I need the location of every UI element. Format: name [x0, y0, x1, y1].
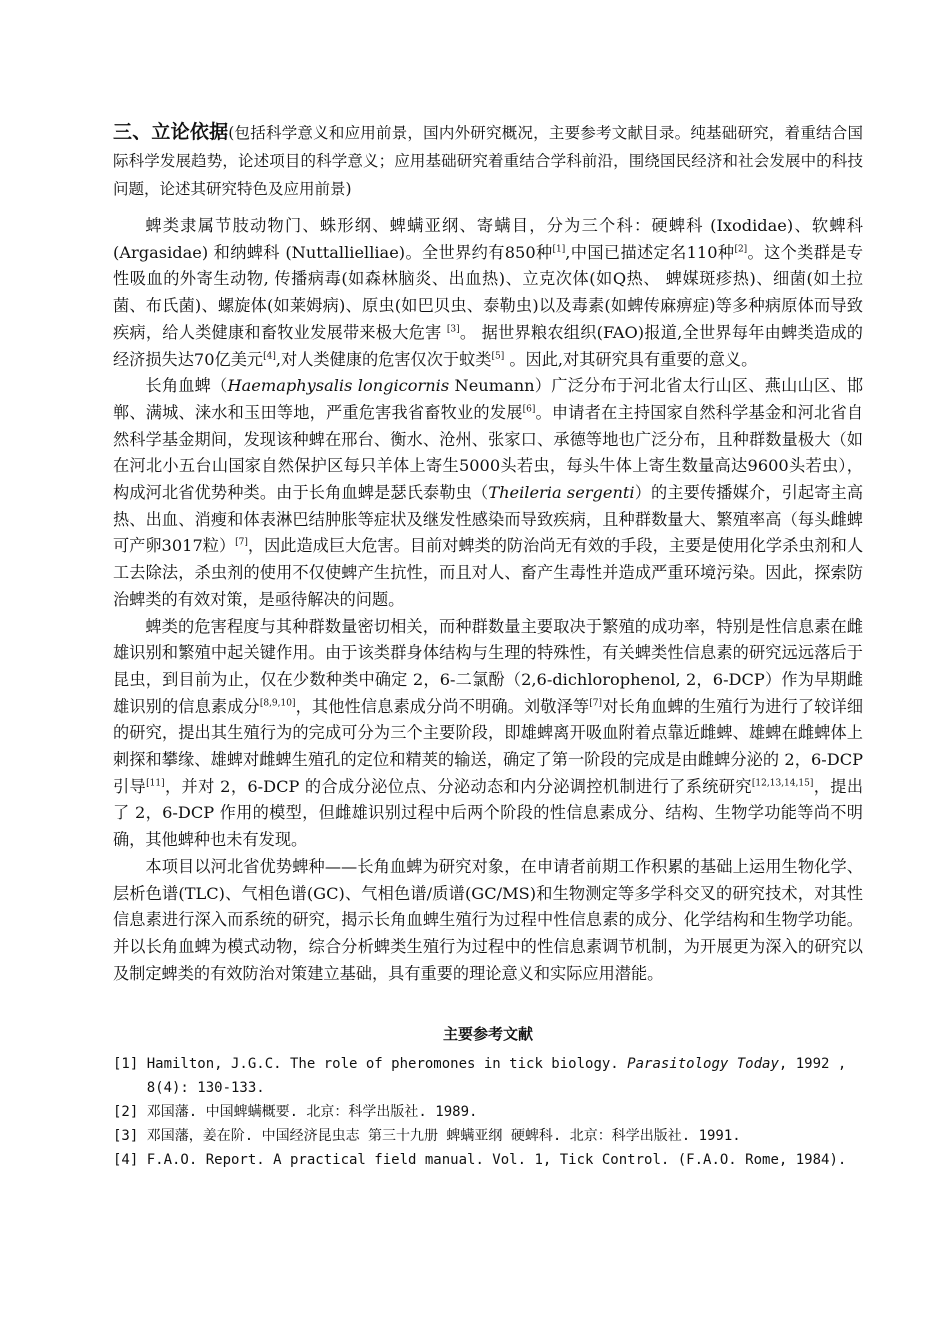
text-run: 。这个类群是专性吸血的外寄生动物, 传播病毒(如森林脑炎、出血热)、立克次体(如Q热、 蜱媒斑疹热)、细菌(如土拉菌、布氏菌)、螺旋体(如莱姆病)、原虫(如巴贝虫、泰勒虫)以及毒素(如蜱传麻痹症)等多种病原体而导致疾病，给人类健康和畜牧业发展带来极大危害 [113, 242, 864, 342]
text-run: 。申请者在主持国家自然科学基金和河北省自然科学基金期间，发现该种蜱在邢台、衡水、沧州、张家口、承德等地也广泛分布，且种群数量极大（如在河北小五台山国家自然保护区每只羊体上寄生5000头若虫，每头牛体上寄生数量高达9600头若虫），构成河北省优势种类。由于长角血蜱是瑟氏泰勒虫（ [113, 402, 864, 503]
text-run: 对长角血蜱的生殖行为进行了较详细的研究，提出其生殖行为的完成可分为三个主要阶段，即雄蜱离开吸血附着点靠近雌蜱、雄蜱在雌蜱体上刺探和攀缘、雄蜱对雌蜱生殖孔的定位和精荚的输送，确定了第一阶段的完成是由雌蜱分泌的 2，6-DCP引导 [113, 696, 864, 796]
reference-text: F.A.O. Report. A practical field manual. Vol. 1, Tick Control. (F.A.O. Rome, 1984). [146, 1152, 847, 1169]
text-run: Hamilton, J.G.C. The role of pheromones in tick biology. [146, 1056, 628, 1073]
citation: [7] [235, 538, 248, 549]
paragraph-1 [113, 213, 863, 373]
section-heading [113, 118, 863, 203]
text-run: ,中国已描述定名110种 [565, 242, 735, 262]
text-run: ，并对 2，6-DCP 的合成分泌位点、分泌动态和内分泌调控机制进行了系统研究 [164, 776, 752, 796]
reference-list [113, 1052, 863, 1172]
reference-item [113, 1100, 863, 1124]
paragraph-2 [113, 373, 863, 613]
citation: [8,9,10] [259, 698, 296, 709]
citation: [11] [146, 778, 165, 789]
text-run: ，因此造成巨大危害。目前对蜱类的防治尚无有效的手段，主要是使用化学杀虫剂和人工去除法，杀虫剂的使用不仅使蜱产生抗性，而且对人、畜产生毒性并造成严重环境污染。因此，探索防治蜱类的有效对策，是亟待解决的问题。 [113, 536, 864, 609]
species-name: Haemaphysalis longicornis [227, 376, 450, 396]
reference-text [147, 1052, 863, 1100]
citation: [7] [589, 698, 602, 709]
text-run: 。 据世界粮农组织(FAO)报道,全世界每年由蜱类造成的经济损失达70亿美元 [113, 322, 863, 369]
document-page [113, 118, 863, 1172]
citation: [3] [446, 324, 460, 335]
references-title: 主要参考文献 [442, 1025, 533, 1044]
text-run: ，提出了 2，6-DCP 作用的模型，但雌雄识别过程中后两个阶段的性信息素成分、结构、生物学功能等尚不明确，其他蜱种也未有发现。 [113, 776, 864, 850]
reference-item [113, 1124, 863, 1148]
text-run: Neumann）广泛分布于河北省太行山区、燕山山区、邯郸、满城、涞水和玉田等地，严重危害我省畜牧业的发展 [113, 376, 864, 422]
citation: [4] [263, 351, 276, 362]
citation: [6] [522, 404, 536, 415]
reference-number: [2] [113, 1104, 147, 1121]
text-run: 。因此,对其研究具有重要的意义。 [504, 349, 758, 369]
text-run: 本项目以河北省优势蜱种——长角血蜱为研究对象，在申请者前期工作积累的基础上运用生物化学、层析色谱(TLC)、气相色谱(GC)、气相色谱/质谱(GC/MS)和生物测定等多学科交叉的研究技术，对其性信息素进行深入而系统的研究，揭示长角血蜱生殖行为过程中性信息素的成分、化学结构和生物学功能。并以长角血蜱为模式动物，综合分析蜱类生殖行为过程中的性信息素调节机制，为开展更为深入的研究以及制定蜱类的有效防治对策建立基础，具有重要的理论意义和实际应用潜能。 [113, 856, 863, 983]
text-run: ,对人类健康的危害仅次于蚊类 [275, 349, 492, 369]
text-run: 蜱类隶属节肢动物门、蛛形纲、蜱螨亚纲、寄螨目，分为三个科：硬蜱科 (Ixodidae)、软蜱科 (Argasidae) 和纳蜱科 (Nuttallielliae)。全世界约有850种 [113, 216, 863, 262]
text-run: ，其他性信息素成分尚不明确。刘敬泽等 [295, 696, 590, 716]
text-run: , 1992 , 8(4): 130-133. [146, 1056, 847, 1097]
section-instructions: (包括科学意义和应用前景，国内外研究概况，主要参考文献目录。纯基础研究，着重结合国际科学发展趋势，论述项目的科学意义；应用基础研究着重结合学科前沿，围绕国民经济和社会发展中的科技问题，论述其研究特色及应用前景) [113, 124, 863, 198]
journal-name: Parasitology Today [627, 1056, 779, 1073]
citation: [2] [734, 244, 748, 255]
text-run: 蜱类的危害程度与其种群数量密切相关，而种群数量主要取决于繁殖的成功率，特别是性信息素在雌雄识别和繁殖中起关键作用。由于该类群身体结构与生理的特殊性，有关蜱类性信息素的研究远远落后于昆虫，到目前为止，仅在少数种类中确定 2，6-二氯酚（2,6-dichlorophenol, 2，6-DCP）作为早期雌雄识别的信息素成分 [113, 616, 863, 716]
citation: [5] [491, 351, 505, 362]
text-run: 长角血蜱（ [145, 376, 228, 396]
body-text [113, 213, 863, 987]
reference-number: [1] [113, 1056, 147, 1073]
reference-text: 邓国藩，姜在阶. 中国经济昆虫志 第三十九册 蜱螨亚纲 硬蜱科. 北京：科学出版社. 1991. [146, 1128, 741, 1145]
citation: [12,13,14,15] [751, 778, 814, 789]
reference-number: [3] [113, 1128, 147, 1145]
paragraph-3 [113, 614, 863, 854]
paragraph-4 [113, 854, 863, 988]
text-run: ）的主要传播媒介，引起寄主高热、出血、消瘦和体表淋巴结肿胀等症状及继发性感染而导致疾病，且种群数量大、繁殖率高（每头雌蜱可产卵3017粒） [113, 483, 864, 556]
reference-text: 邓国藩. 中国蜱螨概要. 北京：科学出版社. 1989. [146, 1104, 478, 1121]
citation: [1] [552, 244, 566, 255]
reference-item [113, 1052, 863, 1100]
reference-item [113, 1148, 863, 1172]
section-title: 三、立论依据 [113, 121, 229, 143]
species-name: Theileria sergenti [488, 483, 635, 503]
reference-number: [4] [113, 1152, 147, 1169]
